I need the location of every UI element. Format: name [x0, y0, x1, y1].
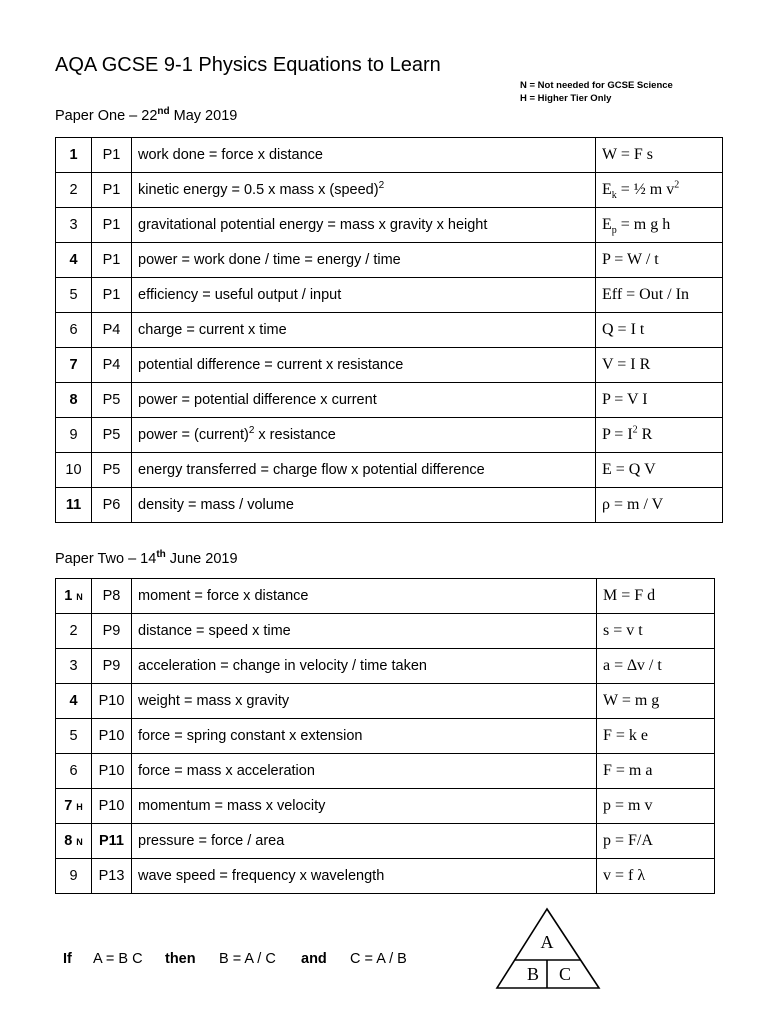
- symbol-equation-text: ρ = m / V: [602, 496, 664, 513]
- row-number-value: 9: [69, 868, 78, 884]
- row-symbol-equation: [597, 824, 715, 859]
- row-number-value: 8: [69, 392, 78, 408]
- row-symbol-equation: [596, 208, 723, 243]
- row-flag: H: [76, 802, 83, 812]
- row-symbol-equation: [596, 243, 723, 278]
- word-equation-text: density = mass / volume: [138, 497, 294, 513]
- paper-two-heading-text: Paper Two – 14: [55, 550, 157, 567]
- row-word-equation: [132, 488, 596, 523]
- row-word-equation: [132, 383, 596, 418]
- row-number-value: 11: [65, 497, 82, 513]
- row-symbol-equation: [596, 313, 723, 348]
- word-equation-text: work done = force x distance: [138, 147, 323, 163]
- table-row: [56, 173, 723, 208]
- row-word-equation: [132, 684, 597, 719]
- table-row: [56, 383, 723, 418]
- row-word-equation: [132, 824, 597, 859]
- row-number-value: 6: [69, 763, 78, 779]
- row-code: P5: [92, 418, 132, 453]
- row-code: P5: [92, 383, 132, 418]
- row-flag: N: [76, 592, 83, 602]
- row-code: P5: [92, 453, 132, 488]
- paper-one-heading-text: Paper One – 22: [55, 107, 158, 124]
- row-code: P9: [92, 649, 132, 684]
- row-number-value: 4: [69, 693, 78, 709]
- word-equation-text: weight = mass x gravity: [138, 693, 290, 709]
- paper-two-heading-sup: th: [156, 549, 166, 560]
- row-symbol-equation: [597, 754, 715, 789]
- row-symbol-equation: [596, 138, 723, 173]
- row-number: [56, 313, 92, 348]
- table-row: [56, 789, 715, 824]
- row-number: [56, 453, 92, 488]
- row-number: [56, 138, 92, 173]
- paper-one-heading-date: May 2019: [169, 107, 238, 124]
- table-row: [56, 313, 723, 348]
- rule-expr3: C = A / B: [350, 951, 407, 967]
- word-equation-text: gravitational potential energy = mass x gravity x height: [138, 217, 488, 233]
- row-word-equation: [132, 173, 596, 208]
- row-symbol-equation: [596, 418, 723, 453]
- symbol-equation-text: P = W / t: [602, 251, 659, 268]
- row-symbol-equation: [596, 278, 723, 313]
- row-number-value: 10: [65, 462, 82, 478]
- paper-one-table: [55, 137, 723, 523]
- table-row: [56, 649, 715, 684]
- word-equation-text: power = (current): [138, 427, 249, 443]
- page-title: AQA GCSE 9-1 Physics Equations to Learn: [55, 54, 441, 76]
- row-symbol-equation: [597, 719, 715, 754]
- row-number-value: 1: [64, 588, 73, 604]
- row-symbol-equation: [597, 789, 715, 824]
- row-code: P1: [92, 278, 132, 313]
- row-number: [56, 684, 92, 719]
- word-equation-text: energy transferred = charge flow x potential difference: [138, 462, 485, 478]
- table-row: [56, 243, 723, 278]
- symbol-equation-text: M = F d: [603, 587, 656, 604]
- word-equation-text: charge = current x time: [138, 322, 287, 338]
- symbol-equation-tail: = m g h: [616, 216, 671, 233]
- triangle-right-label: C: [558, 964, 572, 984]
- symbol-equation-text: E: [602, 181, 612, 198]
- row-word-equation: [132, 453, 596, 488]
- row-code: P10: [92, 719, 132, 754]
- table-row: [56, 579, 715, 614]
- triangle-left-label: B: [526, 964, 540, 984]
- row-code: P1: [92, 208, 132, 243]
- rule-expr1: A = B C: [93, 951, 143, 967]
- symbol-equation-text: E = Q V: [602, 461, 656, 478]
- row-code: P1: [92, 138, 132, 173]
- row-symbol-equation: [597, 579, 715, 614]
- symbol-equation-text: W = F s: [602, 146, 653, 163]
- row-number-value: 3: [69, 217, 78, 233]
- row-number: [56, 719, 92, 754]
- word-equation-tail: x resistance: [254, 427, 336, 443]
- row-number-value: 1: [69, 147, 78, 163]
- symbol-equation-text: a = ∆v / t: [603, 657, 662, 674]
- row-code: P10: [92, 684, 132, 719]
- table-row: [56, 614, 715, 649]
- paper-one-heading-sup: nd: [157, 106, 170, 117]
- word-equation-sup: 2: [248, 425, 255, 437]
- table-row: [56, 859, 715, 894]
- key-legend: [520, 79, 673, 105]
- row-number-value: 7: [69, 357, 78, 373]
- row-code: P8: [92, 579, 132, 614]
- row-number: [56, 859, 92, 894]
- row-word-equation: [132, 614, 597, 649]
- row-number-value: 8: [64, 833, 73, 849]
- formula-triangle: [495, 906, 605, 992]
- symbol-equation-tail: = ½ m v: [616, 181, 675, 198]
- row-code: P13: [92, 859, 132, 894]
- symbol-equation-sub: p: [611, 225, 617, 237]
- row-code: P11: [92, 824, 132, 859]
- row-number: [56, 649, 92, 684]
- row-number: [56, 348, 92, 383]
- row-word-equation: [132, 313, 596, 348]
- word-equation-text: acceleration = change in velocity / time taken: [138, 658, 427, 674]
- row-number-value: 4: [69, 252, 78, 268]
- row-word-equation: [132, 719, 597, 754]
- rule-then: then: [165, 951, 196, 967]
- row-number: [56, 614, 92, 649]
- row-code: P9: [92, 614, 132, 649]
- table-row: [56, 719, 715, 754]
- table-row: [56, 208, 723, 243]
- row-number: [56, 579, 92, 614]
- row-symbol-equation: [596, 488, 723, 523]
- row-symbol-equation: [597, 614, 715, 649]
- table-row: [56, 488, 723, 523]
- row-word-equation: [132, 138, 596, 173]
- row-word-equation: [132, 859, 597, 894]
- row-word-equation: [132, 789, 597, 824]
- symbol-equation-text: F = m a: [603, 762, 653, 779]
- symbol-equation-text: p = m v: [603, 797, 653, 814]
- rule-if: If: [63, 951, 72, 967]
- row-code: P10: [92, 789, 132, 824]
- symbol-equation-text: v = f λ: [603, 867, 646, 884]
- row-code: P10: [92, 754, 132, 789]
- key-h: H = Higher Tier Only: [520, 93, 612, 104]
- word-equation-sup: 2: [378, 180, 385, 192]
- symbol-equation-tail2: R: [637, 426, 653, 443]
- word-equation-text: pressure = force / area: [138, 833, 285, 849]
- symbol-equation-text: F = k e: [603, 727, 649, 744]
- triangle-top-label: A: [540, 932, 554, 952]
- symbol-equation-text: P = I: [602, 426, 633, 443]
- table-row: [56, 418, 723, 453]
- row-number-value: 9: [69, 427, 78, 443]
- row-symbol-equation: [597, 684, 715, 719]
- paper-two-heading-date: June 2019: [165, 550, 238, 567]
- rule-expr2: B = A / C: [219, 951, 276, 967]
- symbol-equation-text: V = I R: [602, 356, 651, 373]
- word-equation-text: moment = force x distance: [138, 588, 309, 604]
- table-row: [56, 453, 723, 488]
- row-word-equation: [132, 579, 597, 614]
- row-word-equation: [132, 418, 596, 453]
- row-number-value: 7: [64, 798, 73, 814]
- row-number: [56, 488, 92, 523]
- row-code: P1: [92, 243, 132, 278]
- row-symbol-equation: [596, 173, 723, 208]
- row-word-equation: [132, 243, 596, 278]
- row-symbol-equation: [597, 649, 715, 684]
- row-number: [56, 208, 92, 243]
- row-word-equation: [132, 649, 597, 684]
- paper-one-heading: [55, 106, 237, 124]
- row-number: [56, 243, 92, 278]
- row-number-value: 2: [69, 182, 78, 198]
- table-row: [56, 138, 723, 173]
- table-row: [56, 824, 715, 859]
- table-row: [56, 278, 723, 313]
- row-number-value: 5: [69, 287, 78, 303]
- row-number-value: 5: [69, 728, 78, 744]
- word-equation-text: potential difference = current x resistance: [138, 357, 404, 373]
- paper-two-heading: [55, 549, 238, 567]
- word-equation-text: power = work done / time = energy / time: [138, 252, 401, 268]
- row-number-value: 6: [69, 322, 78, 338]
- row-flag: N: [76, 837, 83, 847]
- symbol-equation-text: P = V I: [602, 391, 648, 408]
- row-number-value: 3: [69, 658, 78, 674]
- row-code: P6: [92, 488, 132, 523]
- word-equation-text: force = spring constant x extension: [138, 728, 363, 744]
- word-equation-text: force = mass x acceleration: [138, 763, 315, 779]
- symbol-equation-text: Q = I t: [602, 321, 645, 338]
- symbol-equation-text: W = m g: [603, 692, 660, 709]
- symbol-equation-sub: k: [611, 190, 617, 202]
- row-number: [56, 418, 92, 453]
- word-equation-text: power = potential difference x current: [138, 392, 377, 408]
- paper-two-table: [55, 578, 715, 894]
- word-equation-text: kinetic energy = 0.5 x mass x (speed): [138, 182, 379, 198]
- row-symbol-equation: [596, 348, 723, 383]
- rule-and: and: [301, 951, 327, 967]
- symbol-equation-text: s = v t: [603, 622, 643, 639]
- symbol-equation-sup: 2: [632, 424, 638, 436]
- row-word-equation: [132, 208, 596, 243]
- row-word-equation: [132, 278, 596, 313]
- word-equation-text: efficiency = useful output / input: [138, 287, 342, 303]
- row-code: P4: [92, 348, 132, 383]
- row-number: [56, 278, 92, 313]
- symbol-equation-text: Eff = Out / In: [602, 286, 689, 303]
- table-row: [56, 684, 715, 719]
- row-number-value: 2: [69, 623, 78, 639]
- row-symbol-equation: [596, 383, 723, 418]
- row-number: [56, 789, 92, 824]
- symbol-equation-sup: 2: [674, 179, 680, 191]
- word-equation-text: wave speed = frequency x wavelength: [138, 868, 385, 884]
- table-row: [56, 754, 715, 789]
- row-word-equation: [132, 754, 597, 789]
- row-number: [56, 824, 92, 859]
- row-symbol-equation: [597, 859, 715, 894]
- symbol-equation-text: p = F/A: [603, 832, 653, 849]
- table-row: [56, 348, 723, 383]
- word-equation-text: momentum = mass x velocity: [138, 798, 326, 814]
- row-code: P1: [92, 173, 132, 208]
- row-number: [56, 754, 92, 789]
- word-equation-text: distance = speed x time: [138, 623, 291, 639]
- key-n: N = Not needed for GCSE Science: [520, 80, 673, 91]
- row-code: P4: [92, 313, 132, 348]
- row-number: [56, 173, 92, 208]
- row-symbol-equation: [596, 453, 723, 488]
- symbol-equation-text: E: [602, 216, 612, 233]
- row-number: [56, 383, 92, 418]
- row-word-equation: [132, 348, 596, 383]
